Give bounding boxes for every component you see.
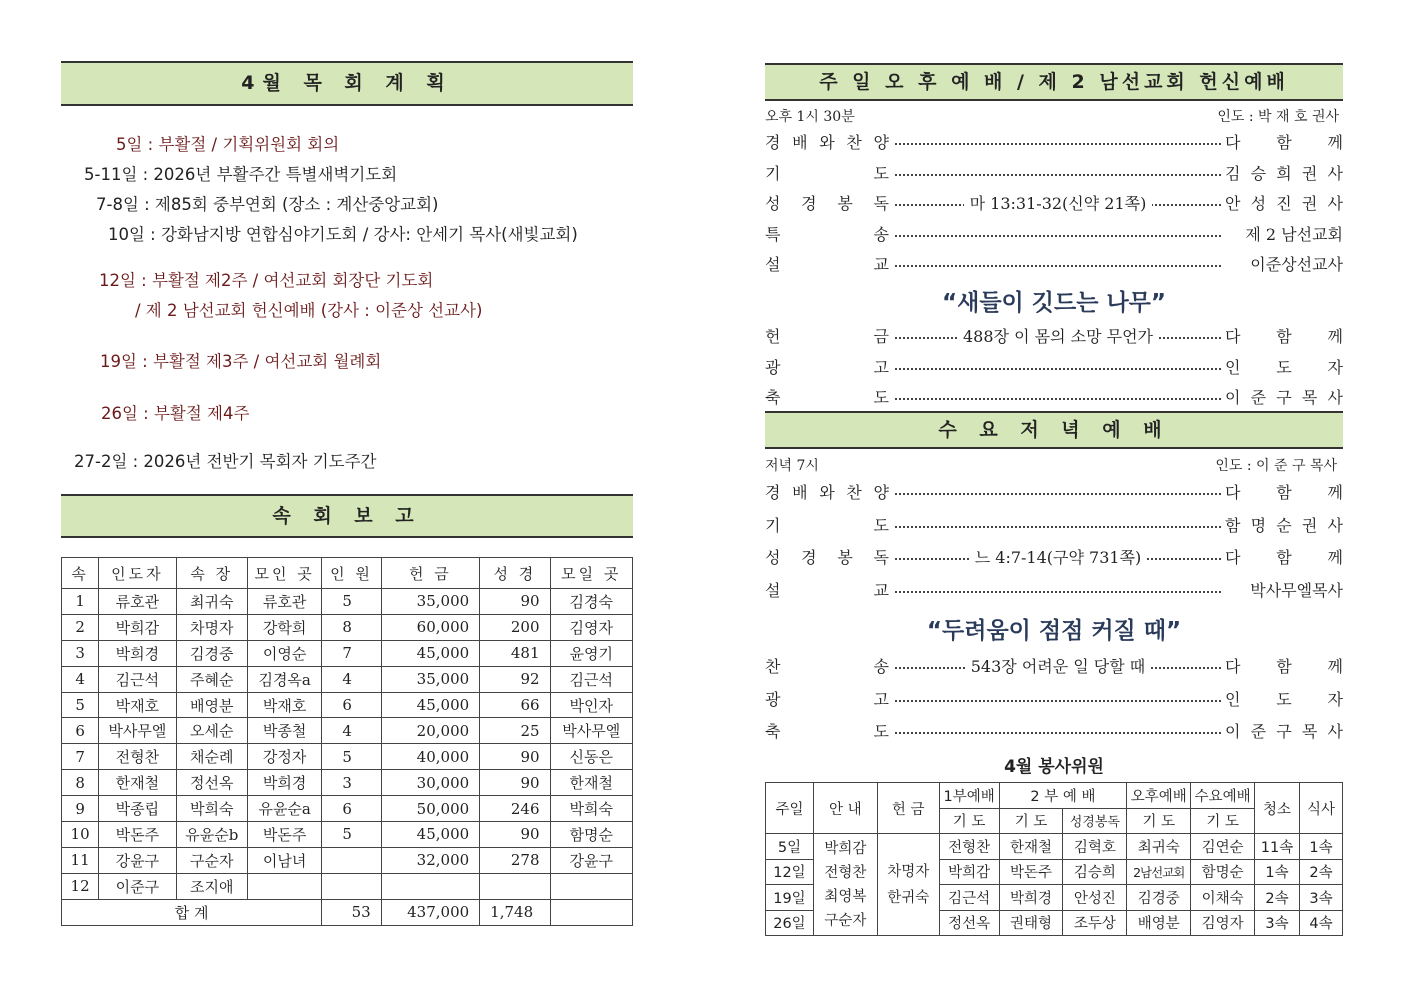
vol-cell: 박돈주	[999, 859, 1063, 885]
leader-dots	[895, 591, 1221, 593]
order-row	[765, 324, 1343, 350]
total-bible: 1,748	[480, 899, 550, 925]
table-cell: 유윤순b	[176, 822, 247, 848]
table-cell: 함명순	[550, 822, 632, 848]
table-row	[62, 822, 633, 848]
order-person: 안 성 진 권 사	[1225, 194, 1343, 213]
table-row	[62, 692, 633, 718]
table-cell: 481	[480, 640, 550, 666]
leader-dots	[895, 235, 1221, 237]
table-cell: 5	[322, 822, 381, 848]
vol-subheader: 기 도	[999, 808, 1063, 834]
order-person: 김 승 희 권 사	[1225, 163, 1343, 183]
vol-week: 5일	[766, 834, 814, 860]
cell-report-header	[61, 494, 633, 538]
table-cell: 이남녀	[247, 847, 321, 873]
vol-week: 26일	[766, 910, 814, 936]
order-label: 광 고	[765, 357, 889, 377]
table-cell: 신동은	[550, 744, 632, 770]
table-cell: 조지애	[176, 873, 247, 899]
order-row	[765, 130, 1343, 156]
vol-cell: 2남선교회	[1127, 859, 1191, 885]
vol-subheader: 기 도	[1191, 808, 1255, 834]
table-cell: 박돈주	[99, 822, 176, 848]
table-cell: 45,000	[381, 640, 480, 666]
table-cell: 박희감	[99, 614, 176, 640]
vol-subheader: 성경봉독	[1063, 808, 1127, 834]
leader-dots	[895, 265, 1221, 267]
plan-item: 26일 : 부활절 제4주	[101, 404, 250, 423]
afternoon-title: 주 일 오 후 예 배 / 제 2 남선교회 헌신예배	[819, 71, 1289, 93]
table-cell: 박사무엘	[99, 718, 176, 744]
table-cell: 정선옥	[176, 770, 247, 796]
vol-header-clean: 청소	[1255, 783, 1300, 834]
plan-item: / 제 2 남선교회 헌신예배 (강사 : 이준상 선교사)	[135, 301, 483, 320]
order-person: 박사무엘목사	[1250, 580, 1343, 600]
table-cell: 박재호	[99, 692, 176, 718]
table-cell: 구순자	[176, 847, 247, 873]
table-cell: 류호관	[247, 589, 321, 615]
vol-cell: 2속	[1300, 859, 1343, 885]
table-cell: 박희숙	[550, 796, 632, 822]
vol-cell: 전형찬	[939, 834, 999, 860]
order-detail-text: 느 4:7-14(구약 731쪽)	[969, 548, 1148, 567]
order-label: 성 경 봉 독	[765, 548, 889, 567]
table-cell: 박인자	[550, 692, 632, 718]
order-label: 설 교	[765, 580, 889, 600]
table-cell	[381, 873, 480, 899]
table-cell: 45,000	[381, 822, 480, 848]
wednesday-leader: 인도 : 이 준 구 목사	[1215, 458, 1337, 474]
order-label: 기 도	[765, 163, 889, 183]
table-cell: 박희경	[99, 640, 176, 666]
vol-cell: 박희경	[999, 885, 1063, 911]
plan-header	[61, 61, 633, 106]
order-row	[765, 252, 1343, 278]
cell-report-title: 속 회 보 고	[272, 505, 422, 527]
order-label: 찬 송	[765, 657, 889, 676]
table-cell: 박희숙	[176, 796, 247, 822]
wednesday-sermon-title: “두려움이 점점 커질 때”	[926, 618, 1182, 644]
table-row	[62, 718, 633, 744]
vol-subheader: 기 도	[1127, 808, 1191, 834]
order-label: 광 고	[765, 689, 889, 709]
vol-offering	[877, 834, 939, 936]
column-header: 인도자	[99, 558, 176, 589]
table-cell: 30,000	[381, 770, 480, 796]
table-cell: 4	[62, 666, 99, 692]
vol-header-second: 2 부 예 배	[999, 783, 1127, 809]
total-label: 합 계	[62, 899, 322, 925]
vol-guides	[813, 834, 877, 936]
order-row	[765, 222, 1343, 248]
table-row	[62, 873, 633, 899]
table-row	[62, 614, 633, 640]
order-label: 기 도	[765, 515, 889, 535]
table-cell: 박재호	[247, 692, 321, 718]
afternoon-time: 오후 1시 30분	[765, 109, 855, 125]
vol-cell: 4속	[1300, 910, 1343, 936]
vol-cell: 김혁호	[1063, 834, 1127, 860]
table-cell: 5	[322, 589, 381, 615]
plan-item: 12일 : 부활절 제2주 / 여선교회 회장단 기도회	[99, 271, 434, 290]
table-cell: 3	[322, 770, 381, 796]
vol-cell: 11속	[1255, 834, 1300, 860]
table-cell: 50,000	[381, 796, 480, 822]
table-cell: 전형찬	[99, 744, 176, 770]
order-person: 이 준 구 목 사	[1225, 722, 1343, 741]
column-header: 속	[62, 558, 99, 589]
column-header: 모인 곳	[247, 558, 321, 589]
order-row	[765, 161, 1343, 187]
order-row	[765, 355, 1343, 381]
order-person: 함 명 순 권 사	[1225, 515, 1343, 535]
table-cell: 90	[480, 589, 550, 615]
order-row	[765, 191, 1343, 217]
order-detail-text: 543장 어려운 일 당할 때	[965, 657, 1152, 676]
total-empty	[550, 899, 632, 925]
table-cell	[550, 873, 632, 899]
vol-header-meal: 식사	[1300, 783, 1343, 834]
table-cell: 45,000	[381, 692, 480, 718]
table-row	[62, 744, 633, 770]
plan-item: 7-8일 : 제85회 중부연회 (장소 : 계산중앙교회)	[96, 195, 439, 214]
afternoon-sermon-title: “새들이 깃드는 나무”	[942, 290, 1166, 316]
wednesday-header	[765, 411, 1343, 449]
vol-cell: 김경중	[1127, 885, 1191, 911]
table-cell: 4	[322, 718, 381, 744]
leader-dots	[895, 700, 1221, 702]
leader-dots	[895, 526, 1221, 528]
table-row	[62, 589, 633, 615]
table-cell: 90	[480, 744, 550, 770]
table-cell: 6	[322, 796, 381, 822]
order-label: 설 교	[765, 255, 889, 274]
table-cell: 박종립	[99, 796, 176, 822]
table-cell: 김경숙	[550, 589, 632, 615]
table-cell: 5	[62, 692, 99, 718]
vol-cell: 1속	[1300, 834, 1343, 860]
table-cell: 4	[322, 666, 381, 692]
table-cell: 오세순	[176, 718, 247, 744]
order-person: 제 2 남선교회	[1245, 224, 1343, 244]
vol-guide: 최영복	[824, 888, 867, 905]
vol-header-guide: 안 내	[813, 783, 877, 834]
order-label: 경 배 와 찬 양	[765, 133, 889, 152]
order-person: 인 도 자	[1225, 357, 1343, 377]
order-detail	[895, 324, 1221, 347]
vol-cell: 정선옥	[939, 910, 999, 936]
order-person: 다 함 께	[1225, 548, 1343, 567]
table-cell: 이준구	[99, 873, 176, 899]
vol-cell: 이채숙	[1191, 885, 1255, 911]
order-person: 다 함 께	[1225, 133, 1343, 152]
vol-guide: 전형찬	[824, 864, 867, 881]
vol-cell: 3속	[1300, 885, 1343, 911]
order-row	[765, 385, 1343, 411]
vol-cell: 박희감	[939, 859, 999, 885]
table-cell	[247, 873, 321, 899]
table-cell: 35,000	[381, 666, 480, 692]
vol-cell: 조두상	[1063, 910, 1127, 936]
table-cell: 9	[62, 796, 99, 822]
table-cell: 246	[480, 796, 550, 822]
vol-cell: 권태형	[999, 910, 1063, 936]
order-person: 이준상선교사	[1250, 255, 1343, 274]
plan-item: 19일 : 부활절 제3주 / 여선교회 월례회	[100, 352, 382, 371]
table-cell: 90	[480, 770, 550, 796]
volunteers-table	[765, 782, 1343, 936]
table-cell: 7	[322, 640, 381, 666]
table-cell: 3	[62, 640, 99, 666]
leader-dots	[895, 732, 1221, 734]
table-row	[62, 770, 633, 796]
table-row	[62, 640, 633, 666]
afternoon-info	[765, 106, 1343, 126]
table-cell: 박사무엘	[550, 718, 632, 744]
wednesday-info	[765, 455, 1343, 475]
order-row	[765, 687, 1343, 713]
afternoon-leader: 인도 : 박 재 호 권사	[1217, 109, 1339, 125]
table-cell: 박희경	[247, 770, 321, 796]
order-person: 이 준 구 목 사	[1225, 388, 1343, 407]
table-cell: 8	[322, 614, 381, 640]
table-cell: 10	[62, 822, 99, 848]
table-cell: 류호관	[99, 589, 176, 615]
order-detail	[895, 545, 1221, 568]
order-label: 성 경 봉 독	[765, 194, 889, 213]
plan-title: 4월 목 회 계 획	[241, 72, 453, 94]
vol-cell: 김연순	[1191, 834, 1255, 860]
table-cell: 32,000	[381, 847, 480, 873]
afternoon-header	[765, 63, 1343, 101]
table-cell: 6	[322, 692, 381, 718]
table-cell	[322, 873, 381, 899]
table-cell: 1	[62, 589, 99, 615]
plan-item: 5일 : 부활절 / 기획위원회 회의	[116, 135, 340, 154]
vol-cell: 한재철	[999, 834, 1063, 860]
plan-item: 5-11일 : 2026년 부활주간 특별새벽기도회	[84, 165, 398, 184]
table-cell: 김경옥a	[247, 666, 321, 692]
order-detail	[895, 654, 1221, 677]
table-cell: 200	[480, 614, 550, 640]
table-cell: 유윤순a	[247, 796, 321, 822]
vol-cell: 최귀숙	[1127, 834, 1191, 860]
vol-header-offering: 헌 금	[877, 783, 939, 834]
table-cell: 2	[62, 614, 99, 640]
plan-item: 10일 : 강화남지방 연합심야기도회 / 강사: 안세기 목사(새빛교회)	[108, 225, 578, 244]
table-cell: 12	[62, 873, 99, 899]
table-cell: 김근석	[99, 666, 176, 692]
vol-header-week: 주일	[766, 783, 814, 834]
table-cell: 차명자	[176, 614, 247, 640]
total-offering: 437,000	[381, 899, 480, 925]
order-label: 특 송	[765, 224, 889, 244]
wednesday-title: 수 요 저 녁 예 배	[938, 419, 1170, 441]
volunteers-title: 4월 봉사위원	[1004, 757, 1104, 777]
table-cell: 강학희	[247, 614, 321, 640]
order-label: 헌 금	[765, 327, 889, 346]
table-cell: 278	[480, 847, 550, 873]
table-row	[62, 796, 633, 822]
table-cell: 한재철	[550, 770, 632, 796]
table-cell: 김영자	[550, 614, 632, 640]
vol-header-wed: 수요예배	[1191, 783, 1255, 809]
table-cell: 강윤구	[550, 847, 632, 873]
table-cell: 최귀숙	[176, 589, 247, 615]
order-person: 다 함 께	[1225, 327, 1343, 346]
order-person: 인 도 자	[1225, 689, 1343, 709]
leader-dots	[895, 174, 1221, 176]
table-cell: 김근석	[550, 666, 632, 692]
table-cell: 이영순	[247, 640, 321, 666]
table-cell: 7	[62, 744, 99, 770]
order-label: 경 배 와 찬 양	[765, 483, 889, 502]
vol-cell: 김영자	[1191, 910, 1255, 936]
table-cell: 주혜순	[176, 666, 247, 692]
leader-dots	[895, 368, 1221, 370]
plan-item: 27-2일 : 2026년 전반기 목회자 기도주간	[74, 452, 377, 471]
column-header: 속 장	[176, 558, 247, 589]
order-row	[765, 578, 1343, 604]
table-cell: 5	[322, 744, 381, 770]
table-cell: 배영분	[176, 692, 247, 718]
total-row	[62, 899, 633, 925]
table-cell: 11	[62, 847, 99, 873]
table-cell: 92	[480, 666, 550, 692]
vol-subheader: 기 도	[939, 808, 999, 834]
vol-cell: 김승희	[1063, 859, 1127, 885]
table-cell: 박돈주	[247, 822, 321, 848]
table-cell: 한재철	[99, 770, 176, 796]
column-header: 헌 금	[381, 558, 480, 589]
order-row	[765, 654, 1343, 680]
vol-header-first: 1부예배	[939, 783, 999, 809]
order-person: 다 함 께	[1225, 657, 1343, 676]
table-header-row	[62, 558, 633, 589]
column-header: 인 원	[322, 558, 381, 589]
order-detail-text: 마 13:31-32(신약 21쪽)	[964, 194, 1153, 213]
vol-guide: 박희감	[824, 840, 867, 857]
order-detail-text: 488장 이 몸의 소망 무언가	[957, 327, 1159, 346]
table-cell	[322, 847, 381, 873]
vol-header-afternoon: 오후예배	[1127, 783, 1191, 809]
order-row	[765, 545, 1343, 571]
table-row	[62, 666, 633, 692]
vol-cell: 김근석	[939, 885, 999, 911]
table-row	[62, 847, 633, 873]
table-cell: 채순례	[176, 744, 247, 770]
table-cell: 김경중	[176, 640, 247, 666]
order-row	[765, 719, 1343, 745]
vol-cell: 2속	[1255, 885, 1300, 911]
cell-report-table	[61, 557, 633, 926]
order-detail	[895, 191, 1221, 214]
table-cell: 박종철	[247, 718, 321, 744]
leader-dots	[895, 398, 1221, 400]
table-cell: 25	[480, 718, 550, 744]
total-people: 53	[322, 899, 381, 925]
table-cell: 90	[480, 822, 550, 848]
column-header: 성 경	[480, 558, 550, 589]
table-cell: 8	[62, 770, 99, 796]
vol-offering-name: 차명자	[887, 863, 930, 880]
vol-guide: 구순자	[824, 912, 867, 929]
table-cell	[480, 873, 550, 899]
table-cell: 강윤구	[99, 847, 176, 873]
order-label: 축 도	[765, 388, 889, 407]
vol-cell: 함명순	[1191, 859, 1255, 885]
table-cell: 20,000	[381, 718, 480, 744]
table-cell: 66	[480, 692, 550, 718]
leader-dots	[895, 493, 1221, 495]
vol-week: 19일	[766, 885, 814, 911]
order-row	[765, 480, 1343, 506]
table-cell: 35,000	[381, 589, 480, 615]
table-cell: 40,000	[381, 744, 480, 770]
table-cell: 6	[62, 718, 99, 744]
vol-week: 12일	[766, 859, 814, 885]
vol-offering-name: 한귀숙	[887, 889, 930, 906]
vol-cell: 안성진	[1063, 885, 1127, 911]
table-cell: 60,000	[381, 614, 480, 640]
vol-cell: 배영분	[1127, 910, 1191, 936]
order-row	[765, 513, 1343, 539]
order-person: 다 함 께	[1225, 483, 1343, 502]
order-label: 축 도	[765, 722, 889, 741]
table-cell: 윤영기	[550, 640, 632, 666]
vol-cell: 1속	[1255, 859, 1300, 885]
column-header: 모일 곳	[550, 558, 632, 589]
leader-dots	[895, 143, 1221, 145]
table-cell: 강정자	[247, 744, 321, 770]
wednesday-time: 저녁 7시	[765, 458, 819, 474]
vol-cell: 3속	[1255, 910, 1300, 936]
